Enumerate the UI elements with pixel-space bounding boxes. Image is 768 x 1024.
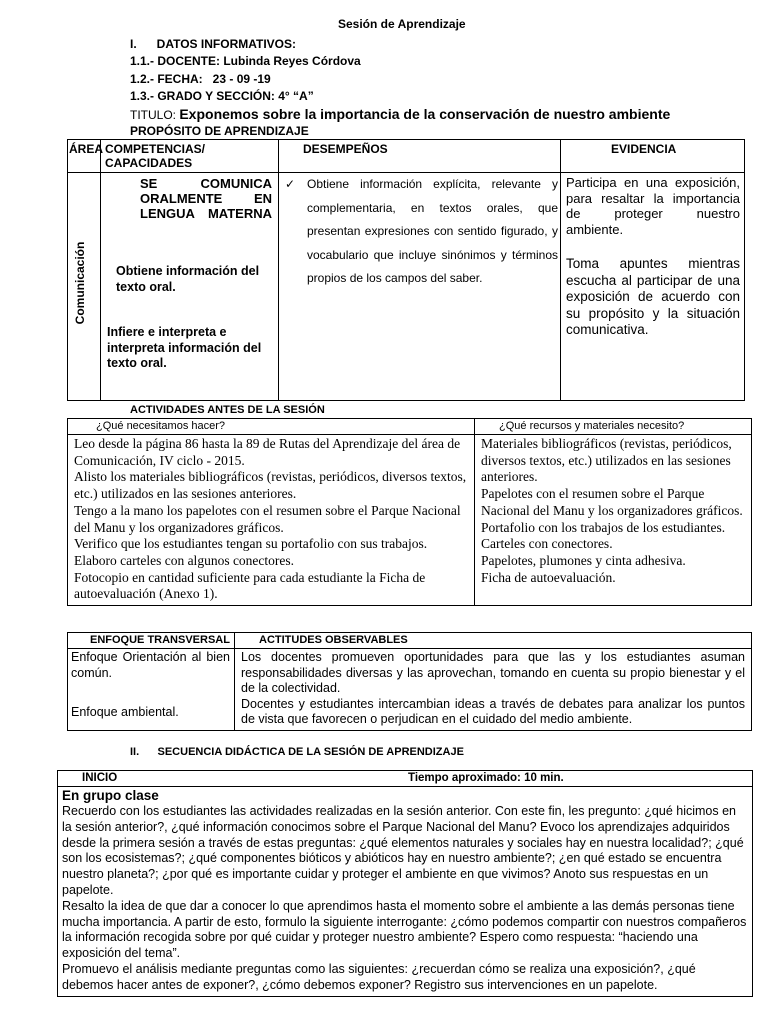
grado-line: 1.3.- GRADO Y SECCIÓN: 4° “A” (130, 89, 314, 103)
recurso-item: Portafolio con los trabajos de los estudiantes. (481, 519, 726, 535)
docente-line: 1.1.- DOCENTE: Lubinda Reyes Córdova (130, 54, 361, 68)
inicio-paragraph-3: Promuevo el análisis mediante preguntas como las siguientes: ¿recuerdan cómo se realiza una exposición?, ¿qué debemos hacer antes de exponer?, ¿cómo debemos exponer? Registro sus intervenciones en un papelote. (62, 961, 696, 992)
recurso-item: Papelotes con el resumen sobre el Parque Nacional del Manu y los organizadores gráficos. (481, 486, 743, 518)
recursos-cell (475, 435, 752, 606)
titulo-label: TITULO: (130, 108, 180, 122)
competencia-title: SE COMUNICA ORALMENTE EN LENGUA MATERNA (140, 176, 272, 221)
header-que-recursos: ¿Qué recursos y materiales necesito? (475, 419, 752, 435)
document-title: Sesión de Aprendizaje (338, 17, 466, 31)
necesitamos-item: Tengo a la mano los papelotes con el resumen sobre el Parque Nacional del Manu y los organizadores gráficos. (74, 502, 461, 535)
fecha-line: 1.2.- FECHA: 23 - 09 -19 (130, 72, 271, 86)
inicio-label: INICIO (82, 772, 118, 784)
enfoque-table (67, 632, 752, 731)
actividades-caption: ACTIVIDADES ANTES DE LA SESIÓN (130, 404, 325, 416)
desempenos-cell (279, 173, 561, 401)
inicio-body-cell (58, 787, 753, 997)
desempeno-item (285, 173, 558, 291)
desempeno-text: Obtiene información explícita, relevante y complementaria, en textos orales, que presentan expresiones con sentido figurado, y vocabulario que incluye sinónimos y términos propios de los campos del saber. (307, 177, 558, 285)
enfoque-body-row (68, 649, 752, 731)
grupo-clase-heading: En grupo clase (62, 788, 159, 803)
recurso-item: Materiales bibliográficos (revistas, periódicos, diversos textos, etc.) utilizados en las sesiones anteriores. (481, 436, 732, 485)
header-area: ÁREA (68, 140, 101, 173)
actividades-body-row (68, 435, 752, 606)
actividades-table (67, 418, 752, 606)
actitud-1: Los docentes promueven oportunidades para que las y los estudiantes asuman responsabilidades diversas y las aprovechan, tomando en cuenta su propio bienestar y el de la colectividad. (241, 650, 745, 695)
proposito-label: PROPÓSITO DE APRENDIZAJE (130, 124, 309, 138)
inicio-paragraph-2: Resalto la idea de que dar a conocer lo que aprendimos hasta el momento sobre el ambiente a las demás personas tiene mucha importancia. A partir de esto, formulo la siguiente interrogante: ¿cómo podemos compartir con nuestros compañeros la información recogida sobre por qué cuidar y proteger nuestro ambiente? Espero como respuesta: “haciendo una exposición del tema”. (62, 898, 747, 961)
evidencia-1: Participa en una exposición, para resaltar la importancia de proteger nuestro ambiente. (566, 175, 740, 237)
necesitamos-item: Verifico que los estudiantes tengan su portafolio con sus trabajos. (74, 536, 428, 552)
enfoque-cell (68, 649, 235, 731)
header-actitudes: ACTITUDES OBSERVABLES (235, 633, 752, 649)
header-competencias: COMPETENCIAS/ CAPACIDADES (101, 140, 279, 173)
que-necesitamos-cell (68, 435, 475, 606)
necesitamos-item: Leo desde la página 86 hasta la 89 de Rutas del Aprendizaje del área de Comunicación, IV ciclo - 2015. (74, 436, 461, 468)
recurso-item: Ficha de autoevaluación. (481, 569, 616, 585)
header-evidencia: EVIDENCIA (561, 140, 745, 173)
actitud-2: Docentes y estudiantes intercambian ideas a través de debates para analizar los puntos de vista que favorecen o perjudican en el cuidado del medio ambiente. (241, 696, 745, 726)
header-desempenos: DESEMPEÑOS (279, 140, 561, 173)
inicio-body-row (58, 787, 753, 997)
enfoque-1: Enfoque Orientación al bien común. (71, 650, 230, 680)
evidencia-2: Toma apuntes mientras escucha al participar de una exposición de acuerdo con su propósito y la situación comunicativa. (566, 256, 740, 338)
necesitamos-item: Alisto los materiales bibliográficos (revistas, periódicos, diversos textos, etc.) utilizados en las sesiones anteriores. (74, 469, 467, 502)
inicio-table (57, 770, 753, 997)
check-icon: ✓ (285, 177, 296, 191)
section-secuencia-didactica: II. SECUENCIA DIDÁCTICA DE LA SESIÓN DE APRENDIZAJE (130, 746, 464, 758)
enfoque-header-row (68, 633, 752, 649)
inicio-header-row (58, 771, 753, 787)
evidencia-cell (561, 173, 745, 401)
necesitamos-item: Elaboro carteles con algunos conectores. (74, 552, 295, 568)
enfoque-2: Enfoque ambiental. (71, 705, 179, 719)
header-enfoque: ENFOQUE TRANSVERSAL (68, 633, 235, 649)
area-label: Comunicación (73, 241, 87, 325)
area-cell (68, 173, 101, 401)
capacidad-2: Infiere e interpreta e interpreta información del texto oral. (107, 325, 262, 370)
actividades-header-row (68, 419, 752, 435)
titulo-line (130, 106, 670, 124)
actitudes-cell (235, 649, 752, 731)
header-que-necesitamos: ¿Qué necesitamos hacer? (68, 419, 475, 435)
tiempo-label: Tiempo aproximado: 10 min. (408, 772, 564, 784)
titulo-value: Exponemos sobre la importancia de la conservación de nuestro ambiente (179, 106, 671, 122)
necesitamos-item: Fotocopio en cantidad suficiente para cada estudiante la Ficha de autoevaluación (Anexo 1). (74, 569, 426, 602)
section-datos-informativos: I. DATOS INFORMATIVOS: (130, 37, 297, 51)
proposito-header-row (68, 140, 745, 173)
recurso-item: Carteles con conectores. (481, 536, 613, 552)
capacidad-1: Obtiene información del texto oral. (116, 264, 260, 294)
inicio-paragraph-1: Recuerdo con los estudiantes las actividades realizadas en la sesión anterior. Con este fin, les pregunto: ¿qué hicimos en la sesión anterior?, ¿qué información conocimos sobre el Parque Nacional del Manu? Evoco los aprendizajes adquiridos desde la primera sesión a través de estas preguntas: ¿qué elementos naturales y sociales hay en nuestra localidad?; ¿qué son los ecosistemas?; ¿qué componentes bióticos y abióticos hay en nuestro ambiente?; ¿en qué estado se encuentra nuestro planeta?; ¿por qué es importante cuidar y proteger el ambiente en que vivimos? Anoto sus respuestas en un papelote. (62, 804, 744, 897)
inicio-header-cell (58, 771, 753, 787)
recurso-item: Papelotes, plumones y cinta adhesiva. (481, 552, 686, 568)
